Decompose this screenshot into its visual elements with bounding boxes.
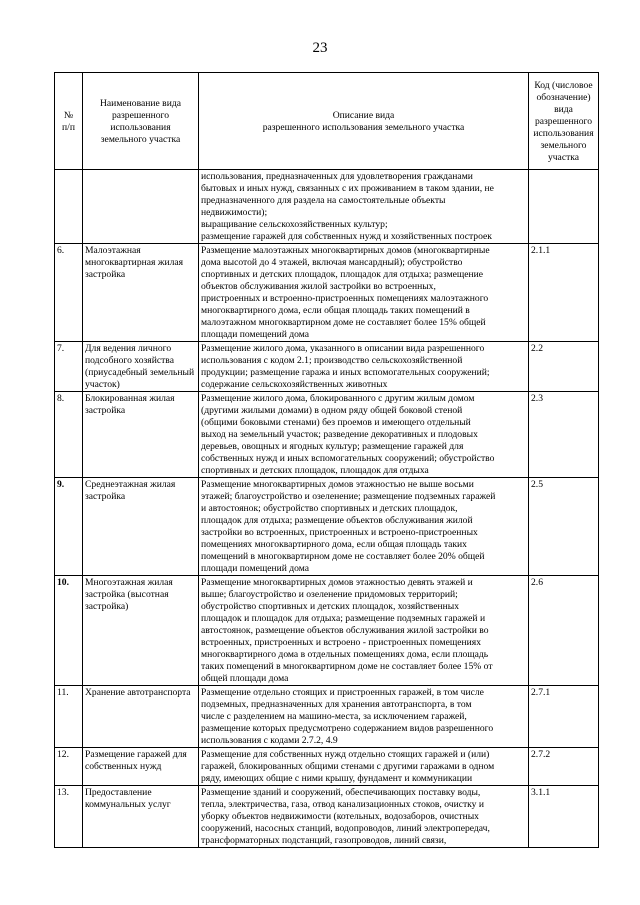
row-use-name: Для ведения личного подсобного хозяйства (приусадебный земельный участок)	[83, 342, 199, 392]
row-code: 2.3	[529, 392, 599, 478]
table-header-row	[55, 73, 599, 170]
row-code: 2.2	[529, 342, 599, 392]
table-row	[55, 342, 599, 392]
table-row	[55, 392, 599, 478]
row-use-name: Многоэтажная жилая застройка (высотная застройка)	[83, 576, 199, 686]
row-code: 3.1.1	[529, 786, 599, 848]
table-row	[55, 686, 599, 748]
row-number: 9.	[55, 478, 83, 576]
row-number: 12.	[55, 748, 83, 786]
table-row	[55, 786, 599, 848]
row-number: 13.	[55, 786, 83, 848]
land-use-table	[54, 72, 599, 848]
row-number: 7.	[55, 342, 83, 392]
page-number: 23	[312, 40, 328, 56]
row-description: использования, предназначенных для удовлетворения гражданами бытовых и иных нужд, связанных с их проживанием в таком здании, не предназначенного для раздела на самостоятельные объекты недвижимости); выращивание сельскохозяйственных культур; размещение гаражей для собственных нужд и хозяйственных построек	[199, 170, 529, 244]
row-use-name: Предоставление коммунальных услуг	[83, 786, 199, 848]
row-number: 6.	[55, 244, 83, 342]
row-number: 8.	[55, 392, 83, 478]
row-use-name: Размещение гаражей для собственных нужд	[83, 748, 199, 786]
row-number: 11.	[55, 686, 83, 748]
row-code: 2.1.1	[529, 244, 599, 342]
header-num: № п/п	[55, 73, 83, 170]
table-row	[55, 478, 599, 576]
row-description: Размещение зданий и сооружений, обеспечивающих поставку воды, тепла, электричества, газа, отвод канализационных стоков, очистку и уборку объектов недвижимости (котельных, водозаборов, очистных сооружений, насосных станций, водопроводов, линий электропередач, трансформаторных подстанций, газопроводов, линий связи,	[199, 786, 529, 848]
table-row	[55, 170, 599, 244]
row-use-name: Блокированная жилая застройка	[83, 392, 199, 478]
row-description: Размещение жилого дома, блокированного с другим жилым домом (другими жилыми домами) в одном ряду общей боковой стеной (общими боковыми стенами) без проемов и имеющего отдельный выход на земельный участок; разведение декоративных и плодовых деревьев, овощных и ягодных культур; размещение гаражей для собственных нужд и иных вспомогательных сооружений; обустройство спортивных и детских площадок, площадок для отдыха	[199, 392, 529, 478]
row-code: 2.7.2	[529, 748, 599, 786]
row-use-name: Малоэтажная многоквартирная жилая застройка	[83, 244, 199, 342]
table-row	[55, 576, 599, 686]
header-name: Наименование вида разрешенного использования земельного участка	[83, 73, 199, 170]
row-code: 2.7.1	[529, 686, 599, 748]
row-description: Размещение многоквартирных домов этажностью девять этажей и выше; благоустройство и озеленение придомовых территорий; обустройство спортивных и детских площадок, хозяйственных площадок и площадок для отдыха; размещение подземных гаражей и автостоянок, размещение объектов обслуживания жилой застройки во встроенных, пристроенных и встроено - пристроенных помещениях многоквартирного дома в отдельных помещениях дома, если площадь таких помещений в многоквартирном доме не составляет более 15% от общей площади дома	[199, 576, 529, 686]
row-description: Размещение жилого дома, указанного в описании вида разрешенного использования с кодом 2.1; производство сельскохозяйственной продукции; размещение гаража и иных вспомогательных сооружений; содержание сельскохозяйственных животных	[199, 342, 529, 392]
header-description: Описание вида разрешенного использования земельного участка	[199, 73, 529, 170]
header-code: Код (числовое обозначение) вида разрешенного использования земельного участка	[529, 73, 599, 170]
row-description: Размещение отдельно стоящих и пристроенных гаражей, в том числе подземных, предназначенных для хранения автотранспорта, в том числе с разделением на машино-места, за исключением гаражей, размещение которых предусмотрено содержанием видов разрешенного использования с кодами 2.7.2, 4.9	[199, 686, 529, 748]
row-number	[55, 170, 83, 244]
table-row	[55, 244, 599, 342]
row-use-name: Хранение автотранспорта	[83, 686, 199, 748]
row-code: 2.5	[529, 478, 599, 576]
row-use-name	[83, 170, 199, 244]
table-row	[55, 748, 599, 786]
row-code: 2.6	[529, 576, 599, 686]
row-code	[529, 170, 599, 244]
row-number: 10.	[55, 576, 83, 686]
row-description: Размещение малоэтажных многоквартирных домов (многоквартирные дома высотой до 4 этажей, включая мансардный); обустройство спортивных и детских площадок, площадок для отдыха; размещение объектов обслуживания жилой застройки во встроенных, пристроенных и встроенно-пристроенных помещениях малоэтажного многоквартирного дома, если общая площадь таких помещений в малоэтажном многоквартирном доме не составляет более 15% общей площади помещений дома	[199, 244, 529, 342]
row-use-name: Среднеэтажная жилая застройка	[83, 478, 199, 576]
row-description: Размещение для собственных нужд отдельно стоящих гаражей и (или) гаражей, блокированных общими стенами с другими гаражами в одном ряду, имеющих общие с ними крышу, фундамент и коммуникации	[199, 748, 529, 786]
row-description: Размещение многоквартирных домов этажностью не выше восьми этажей; благоустройство и озеленение; размещение подземных гаражей и автостоянок; обустройство спортивных и детских площадок, площадок для отдыха; размещение объектов обслуживания жилой застройки во встроенных, пристроенных и встроено-пристроенных помещениях многоквартирного дома, если общая площадь таких помещений в многоквартирном доме не составляет более 20% общей площади помещений дома	[199, 478, 529, 576]
